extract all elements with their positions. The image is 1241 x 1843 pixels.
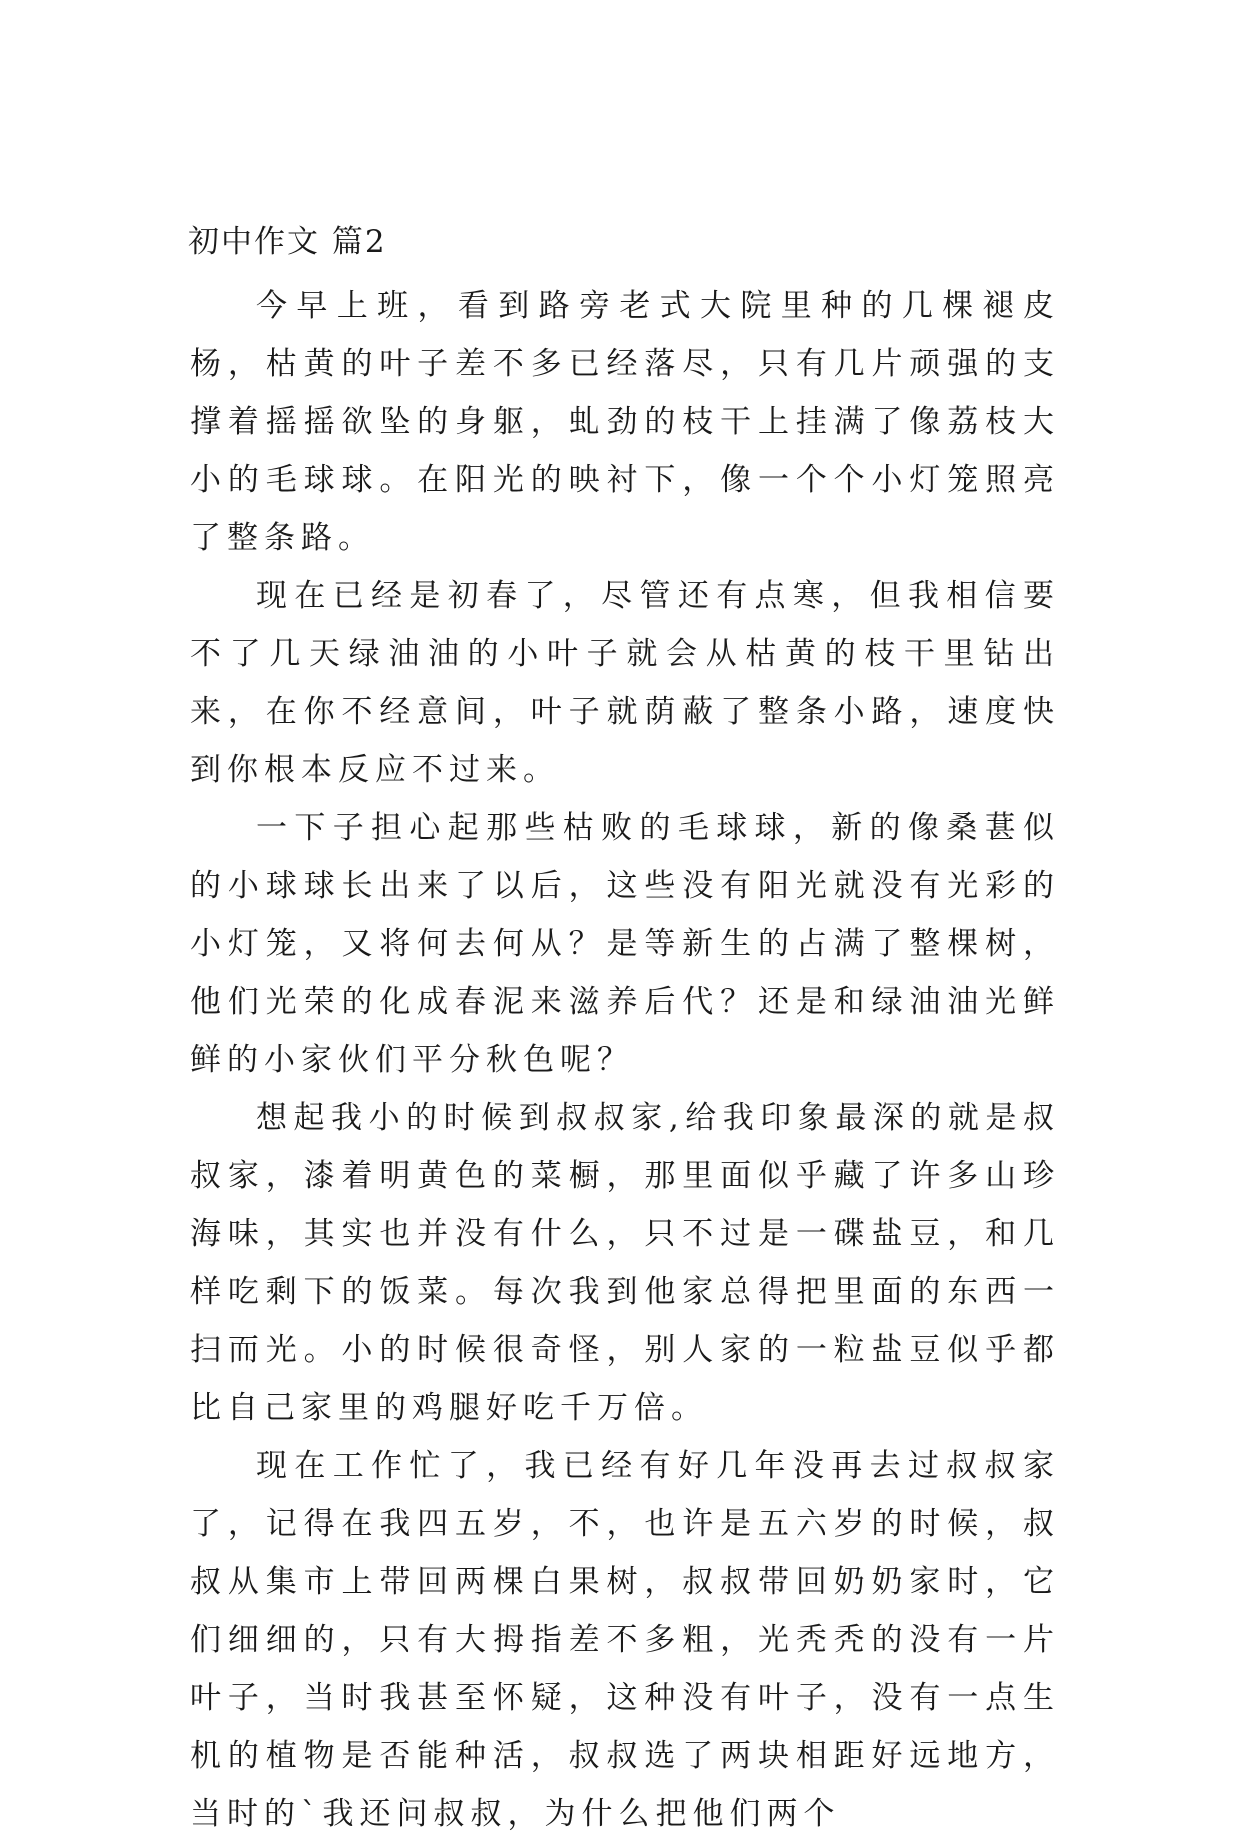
paragraph-3: 一下子担心起那些枯败的毛球球，新的像桑葚似的小球球长出来了以后，这些没有阳光就没有光彩的小灯笼，又将何去何从？是等新生的占满了整棵树，他们光荣的化成春泥来滋养后代？还是和绿油油光鲜鲜的小家伙们平分秋色呢？	[190, 810, 1060, 1078]
paragraph-1: 今早上班，看到路旁老式大院里种的几棵褪皮杨，枯黄的叶子差不多已经落尽，只有几片顽强的支撑着摇摇欲坠的身躯，虬劲的枝干上挂满了像荔枝大小的毛球球。在阳光的映衬下，像一个个小灯笼照亮了整条路。	[190, 288, 1060, 556]
essay-body	[190, 277, 1060, 1843]
paragraph-2: 现在已经是初春了，尽管还有点寒，但我相信要不了几天绿油油的小叶子就会从枯黄的枝干里钻出来，在你不经意间，叶子就荫蔽了整条小路，速度快到你根本反应不过来。	[190, 578, 1060, 788]
essay-heading: 初中作文 篇2	[188, 224, 387, 260]
paragraph-5: 现在工作忙了，我已经有好几年没再去过叔叔家了，记得在我四五岁，不，也许是五六岁的时候，叔叔从集市上带回两棵白果树，叔叔带回奶奶家时，它们细细的，只有大拇指差不多粗，光秃秃的没有一片叶子，当时我甚至怀疑，这种没有叶子，没有一点生机的植物是否能种活，叔叔选了两块相距好远地方，当时的`我还问叔叔，为什么把他们两个	[190, 1448, 1060, 1832]
paragraph-4: 想起我小的时候到叔叔家,给我印象最深的就是叔叔家，漆着明黄色的菜橱，那里面似乎藏了许多山珍海味，其实也并没有什么，只不过是一碟盐豆，和几样吃剩下的饭菜。每次我到他家总得把里面的东西一扫而光。小的时候很奇怪，别人家的一粒盐豆似乎都比自己家里的鸡腿好吃千万倍。	[190, 1100, 1060, 1426]
